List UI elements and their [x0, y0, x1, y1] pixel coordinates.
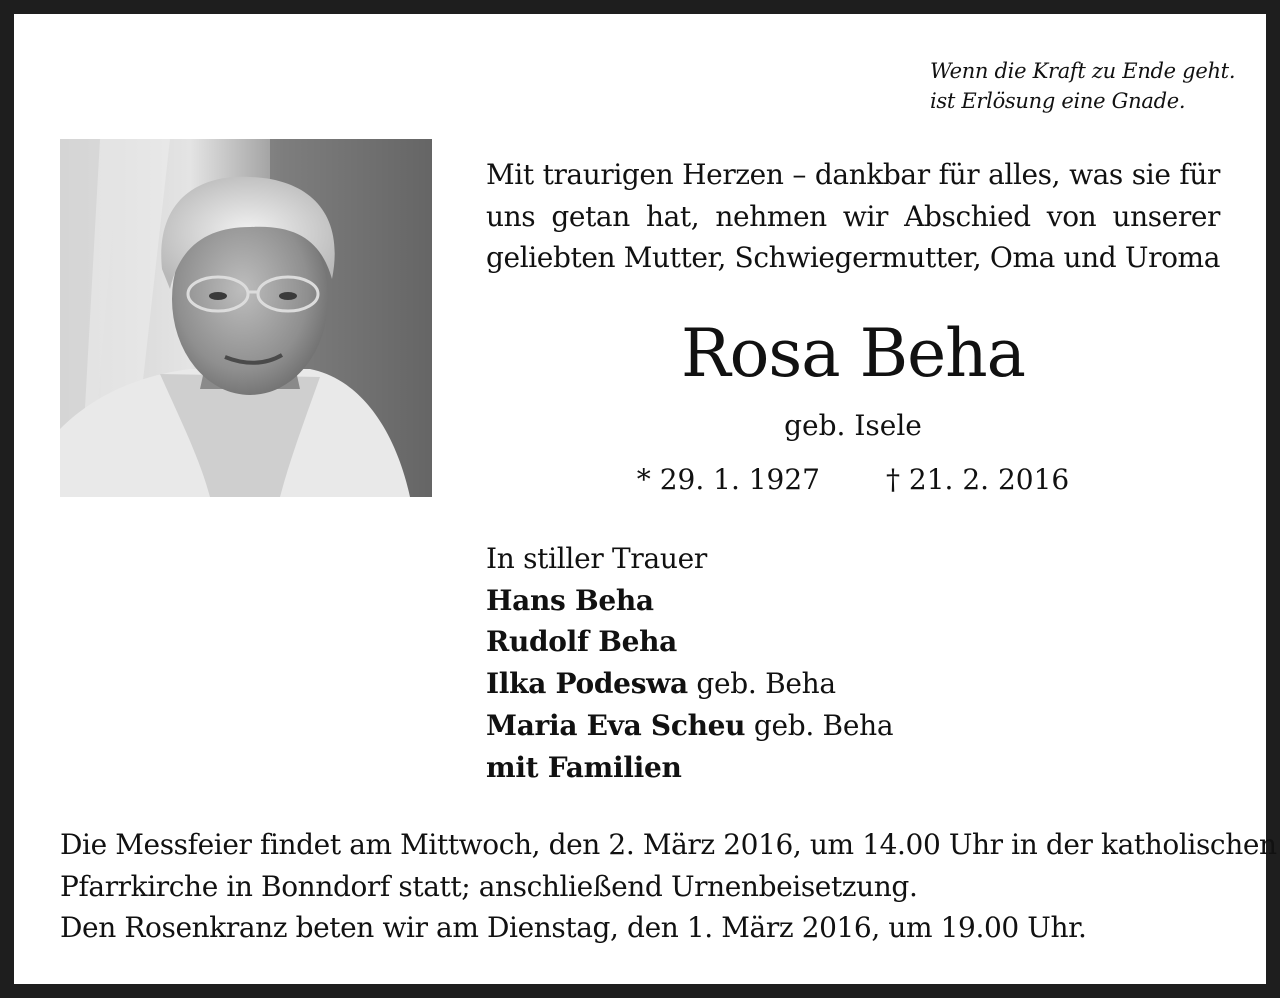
mourner-name: mit Familien [486, 750, 682, 784]
mourner-name: Ilka Podeswa [486, 667, 688, 701]
maiden-name: geb. Isele [784, 409, 922, 442]
mourner-item [486, 663, 893, 705]
mourner-item [486, 705, 893, 747]
portrait-photo [60, 139, 432, 497]
mourner-item [486, 747, 893, 789]
mourner-suffix: geb. Beha [745, 708, 894, 742]
birth-date: * 29. 1. 1927 [636, 463, 820, 496]
mourner-name: Rudolf Beha [486, 625, 677, 659]
mourner-item [486, 580, 893, 622]
deceased-name: Rosa Beha [680, 315, 1026, 392]
mourners-heading: In stiller Trauer [486, 542, 707, 575]
mourner-item [486, 621, 893, 663]
life-dates [486, 460, 1220, 500]
mourner-name: Hans Beha [486, 583, 654, 617]
service-line-2: Pfarrkirche in Bonndorf statt; anschließend Urnenbeisetzung. [60, 869, 918, 903]
service-line-3: Den Rosenkranz beten wir am Dienstag, den 1. März 2016, um 19.00 Uhr. [60, 911, 1087, 944]
service-line-1: Die Messfeier findet am Mittwoch, den 2. März 2016, um 14.00 Uhr in der katholischen [60, 828, 1277, 861]
epigraph-quote [930, 56, 1235, 116]
intro-paragraph: Mit traurigen Herzen – dankbar für alles, was sie für uns getan hat, nehmen wir Abschied von unserer geliebten Mutter, Schwiegermutter, Oma und Uroma [486, 158, 1220, 274]
mourner-suffix: geb. Beha [687, 667, 836, 701]
quote-line-1: Wenn die Kraft zu Ende geht. [930, 59, 1236, 83]
service-info [60, 824, 1277, 949]
mourner-name: Maria Eva Scheu [486, 708, 746, 742]
obituary-card [14, 14, 1277, 984]
mourners-list [486, 538, 893, 788]
quote-line-2: ist Erlösung eine Gnade. [930, 89, 1186, 113]
death-date: † 21. 2. 2016 [886, 463, 1070, 496]
